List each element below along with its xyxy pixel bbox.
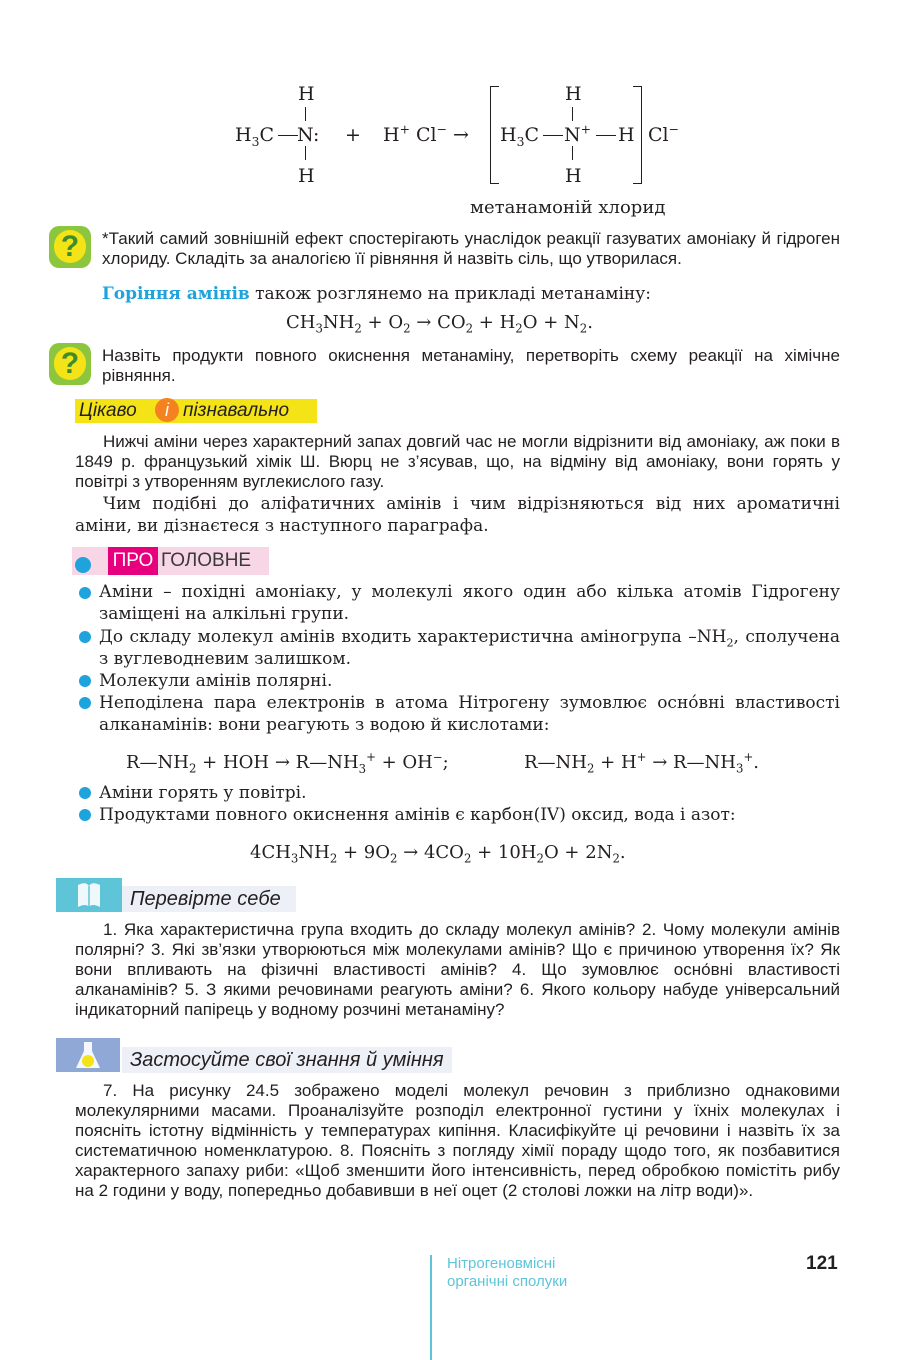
bullet-dot [79, 631, 91, 643]
summary-item: Неподілена пара електронів в атома Нітрогену зумовлює осно́вні властивості алканамінів: вони реагують з водою й кислотами: [99, 693, 840, 735]
equation-combustion: $CH_3NH_2 + O_2 \to CO_2 + H_2O + N_2$. [286, 312, 593, 336]
bullet-dot [79, 787, 91, 799]
question-icon: ? [49, 343, 91, 385]
question-1: *Такий самий зовнішній ефект спостерігають унаслідок реакції газуватих амоніаку й гідроген хлориду. Складіть за аналогією її рівняння й назвіть сіль, що утворилася. [102, 229, 840, 268]
check-questions: 1. Яка характеристична група входить до складу молекул амінів? 2. Чому молекули амінів полярні? 3. Які зв’язки утворюються між молекулами амінів? Що є причиною утворення їх? Як вони впливають на фізичні властивості амінів? 4. Що зумовлює осно́вні властивості алканамінів? 5. З якими речовинами реагують аміни? 6. Якого кольору набуде універсальний індикаторний папірець у водному розчині метанаміну? [75, 920, 840, 1019]
equation-full-oxidation: $4CH_3NH_2 + 9O_2 \to 4CO_2 + 10H_2O + 2N_2$. [250, 842, 626, 866]
h-top-right: H [565, 83, 582, 105]
apply-banner: Застосуйте свої знання й уміння [122, 1047, 452, 1073]
summary-item: Молекули амінів полярні. [99, 671, 333, 691]
summary-banner: ПРО ГОЛОВНЕ [72, 547, 269, 575]
h-bottom-right: H [565, 165, 582, 187]
summary-item: Продуктами повного окиснення амінів є карбон(IV) оксид, вода і азот: [99, 805, 736, 825]
question-icon: ? [49, 226, 91, 268]
summary-item: До складу молекул амінів входить характеристична аміногрупа $-NH_2$, сполучена з вуглеводневим залишком. [99, 627, 840, 669]
bullet-dot [79, 809, 91, 821]
bullet-dot [79, 697, 91, 709]
i-circle: і [155, 398, 179, 422]
h-bottom-left: H [298, 165, 315, 187]
apply-tasks: 7. На рисунку 24.5 зображено моделі молекул речовин з приблизно однаковими молекулярними масами. Проаналізуйте розподіл електронної густини у їхніх молекулах і поясніть істотну відмінність у температурах кипіння. Класифікуйте ці речовини і назвіть їх за систематичною номенклатурою. 8. Поясніть з погляду хімії пораду щодо того, як позбавитися характерного запаху риби: «Щоб зменшити його інтенсивність, перед обробкою помістіть рибу на 2 години у воду, попередньо добавивши в неї оцет (2 столові ложки на літр води)». [75, 1081, 840, 1200]
summary-item: Аміни горять у повітрі. [99, 783, 307, 803]
plus-sign: + [345, 124, 361, 146]
interesting-text: Нижчі аміни через характерний запах довгий час не могли відрізнити від амоніаку, аж поки в 1849 р. французький хімік Ш. Вюрц не з’ясував, що, на відміну від амоніаку, вони горять у повітрі з утворенням вуглекислого газу. [75, 432, 840, 491]
combustion-intro: Горіння амінів також розглянемо на прикладі метанаміну: [102, 284, 651, 304]
combustion-highlight: Горіння амінів [102, 284, 250, 304]
transition-text: Чим подібні до аліфатичних амінів і чим відрізняються від них ароматичні аміни, ви дізнаєтеся з наступного параграфа. [75, 494, 840, 536]
summary-dot [75, 557, 91, 573]
flask-icon [56, 1038, 120, 1072]
check-banner: Перевірте себе [122, 886, 296, 912]
hcl: H+ Cl− → [383, 122, 469, 146]
h3c-left: $H_3C$ [235, 124, 274, 149]
interesting-banner: Цікаво і пізнавально [75, 399, 317, 423]
h-right: H [618, 124, 635, 146]
footer-divider [430, 1255, 432, 1360]
summary-item: Аміни – похідні амоніаку, у молекулі якого один або кілька атомів Гідрогену заміщені на алкільні групи. [99, 582, 840, 624]
h3c-right: $H_3C$ [500, 124, 539, 149]
n-left: N: [297, 124, 320, 146]
bullet-dot [79, 675, 91, 687]
page-number: 121 [806, 1253, 838, 1274]
h-top-left: H [298, 83, 315, 105]
equation-basic-2: $R—NH_2 + H^+$ → $R—NH_3^+$. [524, 750, 759, 776]
book-icon [56, 878, 122, 912]
equation-basic-1: $R—NH_2$ + HOH → $R—NH_3^+ + OH^-$; [126, 750, 449, 776]
bullet-dot [79, 587, 91, 599]
n-plus: N+ [564, 122, 591, 146]
product-caption: метанамоній хлорид [470, 197, 666, 218]
cl-out: Cl− [648, 122, 679, 146]
question-2: Назвіть продукти повного окиснення метанаміну, перетворіть схему реакції на хімічне рівняння. [102, 346, 840, 385]
footer-section: Нітрогеновмісні органічні сполуки [447, 1255, 568, 1290]
